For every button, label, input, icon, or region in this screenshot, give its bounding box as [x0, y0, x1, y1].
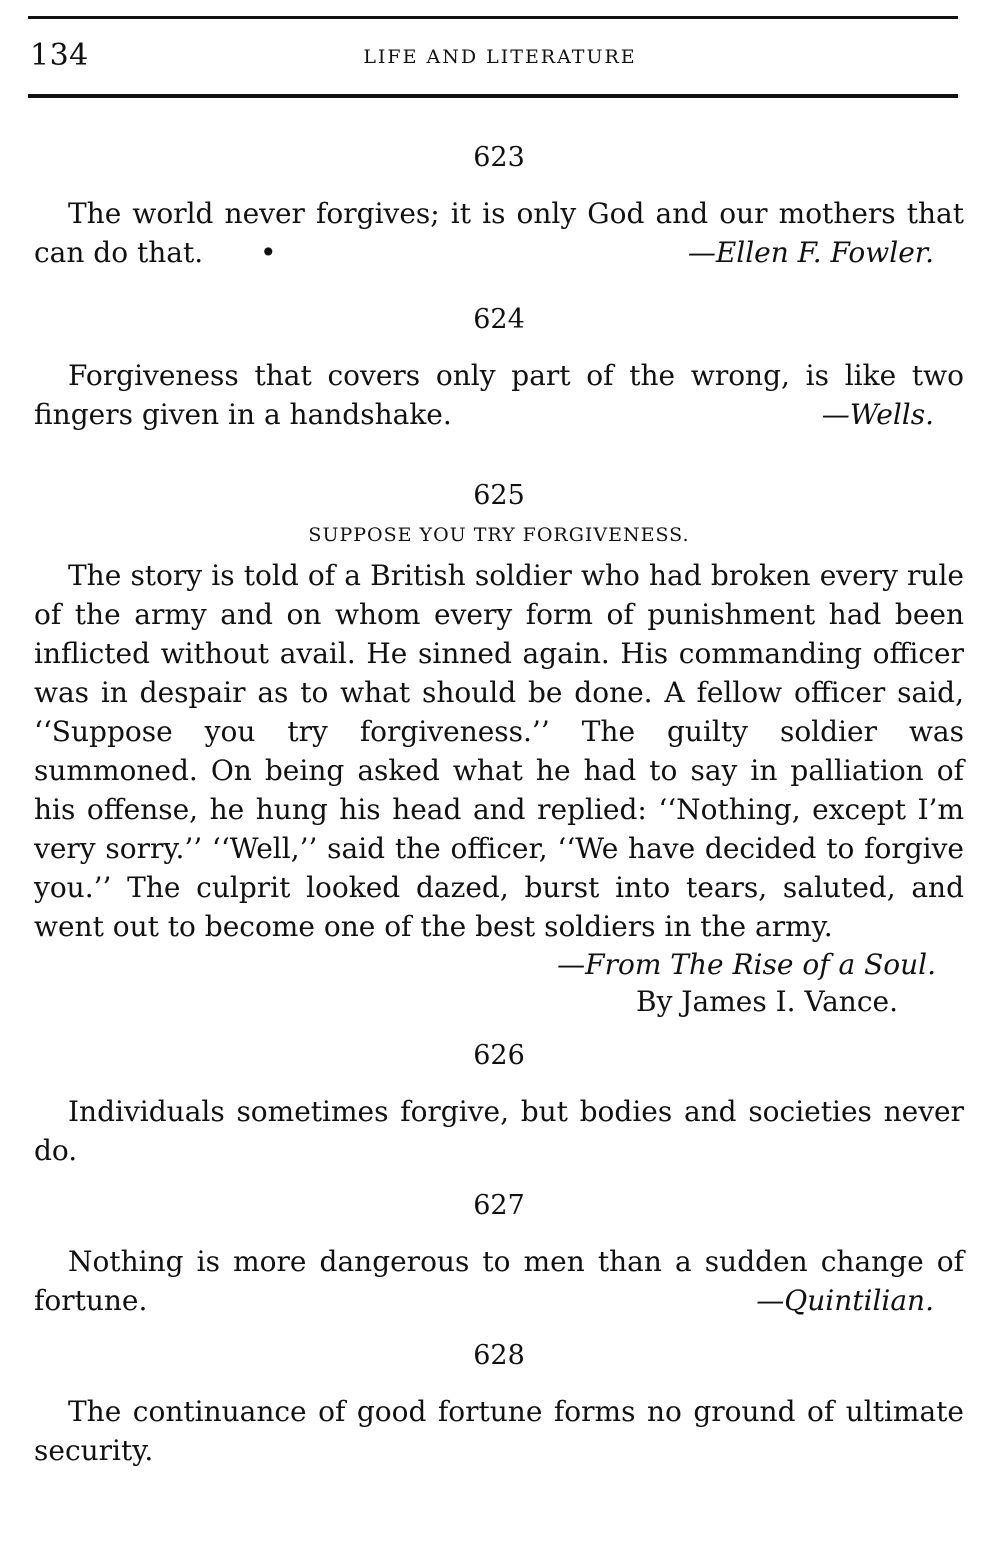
entry-text: The continuance of good fortune forms no ground of ultimate security. — [34, 1395, 964, 1467]
stray-mark: • — [260, 236, 277, 269]
entry-number: 624 — [473, 304, 525, 335]
entry-attribution: —Wells. — [821, 398, 934, 431]
entry-628 — [34, 1338, 964, 1470]
entry-byline: By James I. Vance. — [636, 985, 898, 1018]
page-content — [34, 140, 964, 1470]
entry-attribution: —Quintilian. — [756, 1284, 934, 1317]
entry-number: 626 — [473, 1040, 525, 1071]
entry-623 — [34, 140, 964, 272]
entry-text — [34, 1242, 964, 1320]
entry-text-body: The world never forgives; it is only God and our mothers that can do that. — [34, 197, 964, 269]
entry-text-body: Forgiveness that covers only part of the wrong, is like two fingers given in a handshake. — [34, 359, 964, 431]
entry-627 — [34, 1188, 964, 1320]
header-top-rule — [28, 16, 958, 19]
entry-626 — [34, 1038, 964, 1170]
entry-text — [34, 356, 964, 434]
entry-heading: SUPPOSE YOU TRY FORGIVENESS. — [308, 524, 690, 546]
entry-text: The story is told of a British soldier who had broken every rule of the army and on whom every form of punishment had been inflicted without avail. He sinned again. His commanding officer was in despair as to what should be done. A fellow officer said, ‘‘Suppose you try forgiveness.’’ The guilty soldier was summoned. On being asked what he had to say in palliation of his offense, he hung his head and replied: ‘‘Nothing, except I’m very sorry.’’ ‘‘Well,’’ said the officer, ‘‘We have decided to forgive you.’’ The culprit looked dazed, burst into tears, saluted, and went out to become one of the best soldiers in the army. — [34, 559, 964, 943]
entry-624 — [34, 302, 964, 434]
entry-text — [34, 194, 964, 272]
entry-text-body: Nothing is more dangerous to men than a sudden change of fortune. — [34, 1245, 964, 1317]
entry-text: Individuals sometimes forgive, but bodies and societies never do. — [34, 1095, 964, 1167]
entry-number: 628 — [473, 1340, 525, 1371]
entry-attribution: —Ellen F. Fowler. — [687, 236, 934, 269]
page-number: 134 — [30, 38, 89, 73]
entry-number: 627 — [473, 1190, 525, 1221]
running-title: LIFE AND LITERATURE — [363, 46, 637, 68]
header-bottom-rule — [28, 94, 958, 98]
entry-number: 623 — [473, 142, 525, 173]
entry-attribution: —From The Rise of a Soul. — [557, 948, 936, 981]
entry-625 — [34, 478, 964, 1020]
entry-number: 625 — [473, 480, 525, 511]
